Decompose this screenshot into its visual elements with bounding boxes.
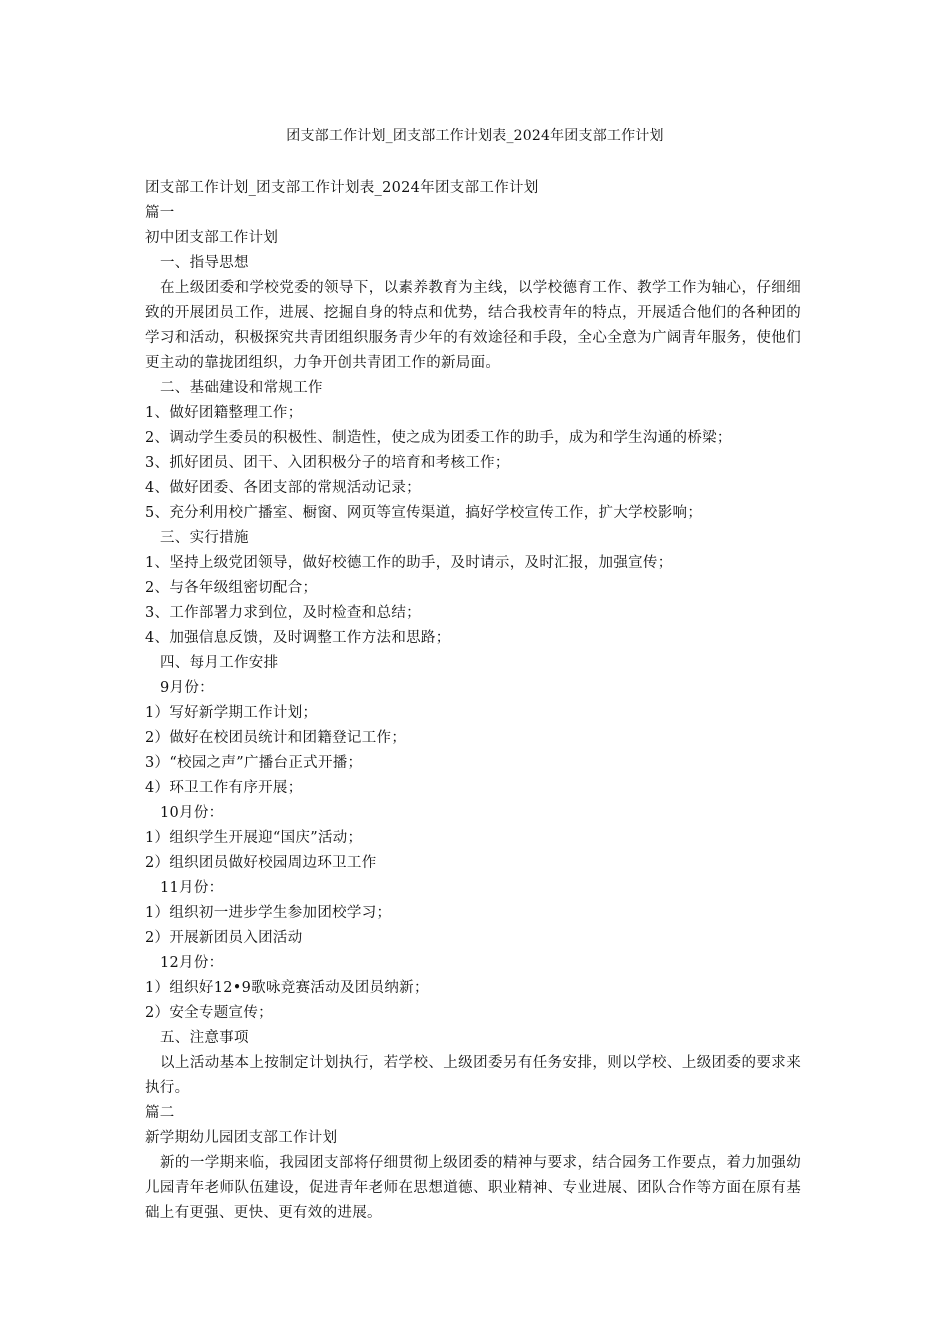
section-title: 新学期幼儿园团支部工作计划 xyxy=(145,1130,338,1146)
list-item: 3、抓好团员、团干、入团积极分子的培育和考核工作； xyxy=(145,455,510,471)
subsection-heading: 三、实行措施 xyxy=(160,530,249,546)
list-item: 1）组织好12•9歌咏竞赛活动及团员纳新； xyxy=(145,980,429,996)
list-item: 3、工作部署力求到位，及时检查和总结； xyxy=(145,605,421,621)
list-item: 3）“校园之声”广播台正式开播； xyxy=(145,755,363,771)
list-item: 1、坚持上级党团领导，做好校德工作的助手，及时请示，及时汇报，加强宣传； xyxy=(145,555,673,571)
subsection-heading: 二、基础建设和常规工作 xyxy=(160,380,323,396)
list-item: 1、做好团籍整理工作； xyxy=(145,405,303,421)
list-item: 2）组织团员做好校园周边环卫工作 xyxy=(145,855,377,871)
month-label: 11月份： xyxy=(160,880,224,896)
document-body xyxy=(145,176,801,1226)
list-item: 4）环卫工作有序开展； xyxy=(145,780,303,796)
list-item: 1）写好新学期工作计划； xyxy=(145,705,318,721)
list-item: 2）开展新团员入团活动 xyxy=(145,930,303,946)
month-label: 10月份： xyxy=(160,805,224,821)
list-item: 1）组织学生开展迎“国庆”活动； xyxy=(145,830,363,846)
list-item: 5、充分利用校广播室、橱窗、网页等宣传渠道，搞好学校宣传工作，扩大学校影响； xyxy=(145,505,703,521)
section-title: 初中团支部工作计划 xyxy=(145,230,279,246)
list-item: 4、做好团委、各团支部的常规活动记录； xyxy=(145,480,421,496)
month-label: 9月份： xyxy=(160,680,214,696)
document-heading: 团支部工作计划_团支部工作计划表_2024年团支部工作计划 xyxy=(145,180,539,196)
section-label: 篇一 xyxy=(145,205,175,221)
month-label: 12月份： xyxy=(160,955,224,971)
list-item: 2、调动学生委员的积极性、制造性，使之成为团委工作的助手，成为和学生沟通的桥梁； xyxy=(145,430,732,446)
list-item: 2）做好在校团员统计和团籍登记工作； xyxy=(145,730,407,746)
subsection-heading: 一、指导思想 xyxy=(160,255,249,271)
paragraph: 新的一学期来临，我园团支部将仔细贯彻上级团委的精神与要求，结合园务工作要点，着力加强幼儿园青年老师队伍建设，促进青年老师在思想道德、职业精神、专业进展、团队合作等方面在原有基础上有更强、更快、更有效的进展。 xyxy=(145,1155,801,1221)
list-item: 4、加强信息反馈，及时调整工作方法和思路； xyxy=(145,630,451,646)
list-item: 1）组织初一进步学生参加团校学习； xyxy=(145,905,392,921)
paragraph: 以上活动基本上按制定计划执行，若学校、上级团委另有任务安排，则以学校、上级团委的要求来执行。 xyxy=(145,1055,801,1096)
list-item: 2）安全专题宣传； xyxy=(145,1005,273,1021)
section-label: 篇二 xyxy=(145,1105,175,1121)
subsection-heading: 四、每月工作安排 xyxy=(160,655,279,671)
page-title: 团支部工作计划_团支部工作计划表_2024年团支部工作计划 xyxy=(286,128,664,144)
list-item: 2、与各年级组密切配合； xyxy=(145,580,318,596)
subsection-heading: 五、注意事项 xyxy=(160,1030,249,1046)
paragraph: 在上级团委和学校党委的领导下，以素养教育为主线，以学校德育工作、教学工作为轴心，仔细细致的开展团员工作，进展、挖掘自身的特点和优势，结合我校青年的特点，开展适合他们的各种团的学习和活动，积极探究共青团组织服务青少年的有效途径和手段，全心全意为广阔青年服务，使他们更主动的靠拢团组织，力争开创共青团工作的新局面。 xyxy=(145,280,801,371)
